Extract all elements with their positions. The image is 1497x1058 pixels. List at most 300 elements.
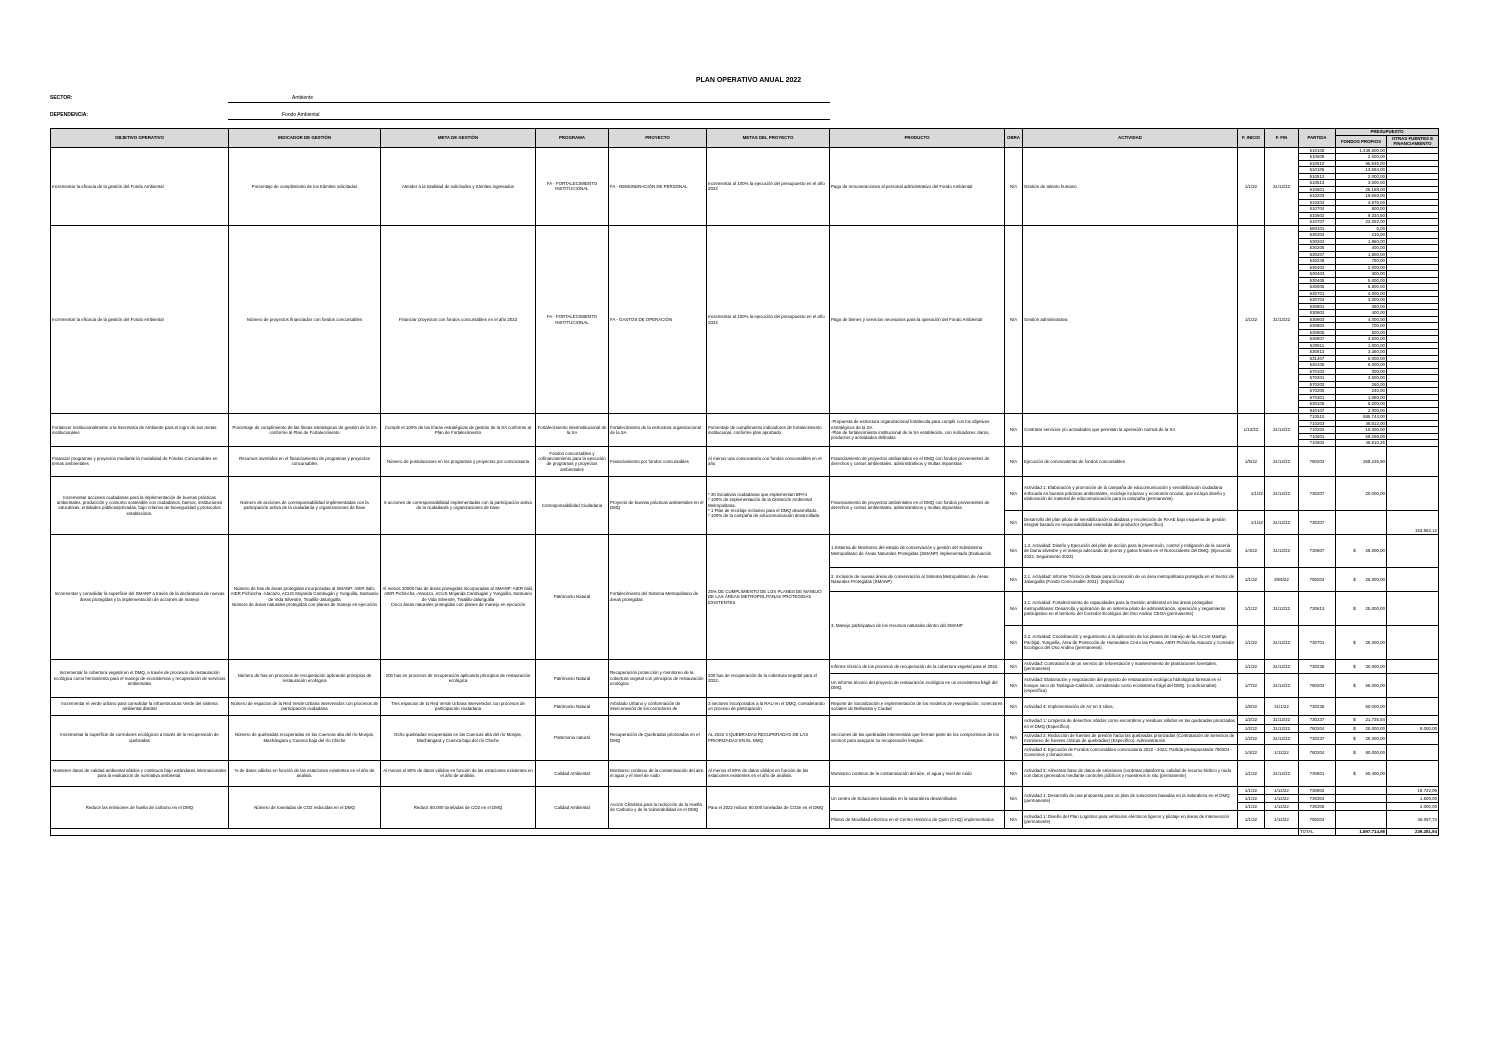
partida-cell: 530105 (1299, 362, 1336, 369)
fondos-propios-cell: 6.200,00 (1336, 401, 1387, 408)
partida-cell: 530606 (1299, 284, 1336, 291)
table-row (51, 446, 1439, 476)
f-inicio-cell: 1/2/22 (1238, 732, 1265, 744)
obra-cell: N/A (1005, 625, 1023, 659)
partida-cell: 730237 (1299, 732, 1336, 744)
f-fin-cell: 31/12/22 (1265, 446, 1299, 476)
partida-cell: 530801 (1299, 303, 1336, 310)
f-fin-cell: 31/12/22 (1265, 760, 1299, 786)
programa-cell: Patrimonio Natural (536, 697, 609, 715)
actividad-cell: 3.2. Actividad: Coordinación y seguimiento a la aplicación de los planes de manejo de las ACUS Mashpi, Pachijal, Yunguilla, Área de Protección de Humedales Cerro las Puntas, AIER Pichincha Atacazo y Corredor Ecológico del Oso Andino (permanente). (1023, 625, 1238, 659)
f-inicio-cell: 1/1/22 (1238, 794, 1265, 802)
fondos-propios-cell: 1.080,00 (1336, 394, 1387, 401)
meta-cell: 6 acciones de corresponsabilidad implementadas con la participación activa de la ciudadanía y organizaciones de base (381, 476, 536, 534)
table-row (51, 225, 1439, 232)
f-inicio-cell: 1/1/22 (1238, 567, 1265, 591)
f-fin-cell: 31/12/22 (1265, 534, 1299, 567)
otras-fuentes-cell: 8.000,00 (1387, 724, 1439, 732)
meta-cell: Tres espacios de la Red Verde Urbana intervenidos con procesos de participación ciudadana (381, 697, 536, 715)
partida-cell: 570201 (1299, 375, 1336, 382)
partida-cell: 730701 (1299, 625, 1336, 659)
meta-cell: 200 has en procesos de recuperación aplicando principios de restauración ecológica (381, 659, 536, 697)
obra-cell: N/A (1005, 534, 1023, 567)
total-row (51, 828, 1439, 835)
obra-cell: N/A (1005, 567, 1023, 591)
partida-cell: 710203 (1299, 420, 1336, 427)
fondos-propios-cell: 9.334,50 (1336, 212, 1387, 219)
partida-cell: 780204 (1299, 744, 1336, 760)
f-inicio-cell: 1/12/22 (1238, 414, 1265, 447)
partida-cell: 531407 (1299, 355, 1336, 362)
partida-cell: 510707 (1299, 219, 1336, 226)
dependencia-underline (228, 119, 830, 120)
partida-cell: 730237 (1299, 715, 1336, 724)
programa-cell: Patrimonio Natural (536, 659, 609, 697)
f-fin-cell: 31/12/22 (1265, 715, 1299, 724)
objetivo-cell: Incrementar la superficie de corredores ecológicos a través de la recuperación de quebradas (51, 715, 229, 760)
f-fin-cell: 31/12/22 (1265, 625, 1299, 659)
fondos-propios-cell: 2.000,00 (1336, 264, 1387, 271)
indicador-cell: Número de has en procesos de recuperación aplicando principios de restauración ecológica (229, 659, 381, 697)
partida-cell: 710204 (1299, 427, 1336, 434)
header-obra: OBRA (1005, 129, 1023, 148)
table-row (51, 697, 1439, 715)
partida-cell: 510601 (1299, 186, 1336, 193)
sector-underline (228, 102, 830, 103)
otras-fuentes-cell: 1.500,00 (1387, 794, 1439, 802)
otras-fuentes-cell (1387, 744, 1439, 760)
header-proyecto: PROYECTO (609, 129, 707, 148)
fondos-propios-cell: 4.675,00 (1336, 199, 1387, 206)
partida-cell: 780204 (1299, 673, 1336, 697)
f-fin-cell: 31/12/22 (1265, 732, 1299, 744)
obra-cell: N/A (1005, 673, 1023, 697)
actividad-cell: Actividad: Contratación de un servicio de reforestación y mantenimiento de plantaciones forestales. (permanente) (1023, 659, 1238, 673)
actividad-cell: Actividad 3: Alimentar base de datos de emisiones (contratar plataforma, calidad de recurso hídrico y ruido con datos generados mediante controles públicos y muestreos in situ (permanente) (1023, 760, 1238, 786)
partida-cell: 510203 (1299, 193, 1336, 200)
proyecto-cell: Fortalecimiento del Sistema Metropolitano de áreas protegidas (609, 534, 707, 659)
f-fin-cell: 30/6/22 (1265, 567, 1299, 591)
f-fin-cell: 31/12/22 (1265, 724, 1299, 732)
actividad-cell: Desarrollo del plan piloto de sensibilización ciudadana y recolección de RAAE bajo esquema de gestión integral basado en responsabilidad extendida del productor (específico) (1023, 510, 1238, 534)
obra-cell: N/A (1005, 476, 1023, 510)
metas-proyecto-cell: Incrementar al 100% la ejecución del presupuesto en el año 2022 (707, 147, 830, 225)
otras-fuentes-cell (1387, 591, 1439, 625)
meta-cell: Financiar proyectos con fondos concursables en el año 2022 (381, 225, 536, 414)
actividad-cell: Contratar servicios y/o actividades que permitan la operación normal de la SA (1023, 414, 1238, 447)
header-f-inicio: F. INICIO (1238, 129, 1265, 148)
table-row (51, 715, 1439, 724)
partida-cell: 730205 (1299, 802, 1336, 810)
fondos-propios-cell: 18.669,00 (1336, 193, 1387, 200)
obra-cell: N/A (1005, 697, 1023, 715)
table-row (51, 786, 1439, 794)
partida-cell: 530205 (1299, 245, 1336, 252)
metas-proyecto-cell: Incrementar al 100% la ejecución del presupuesto en el año 2022 (707, 225, 830, 414)
fondos-propios-cell: 300,00 (1336, 271, 1387, 278)
f-inicio-cell: 1/4/22 (1238, 744, 1265, 760)
fondos-propios-cell: 5.000,00 (1336, 277, 1387, 284)
obra-cell: N/A (1005, 147, 1023, 225)
fondos-propios-cell: 22.252,00 (1336, 219, 1387, 226)
fondos-propios-cell: 585.744,00 (1336, 414, 1387, 421)
otras-fuentes-cell (1387, 446, 1439, 476)
header-f-fin: F. FIN (1265, 129, 1299, 148)
partida-cell: 530701 (1299, 290, 1336, 297)
f-inicio-cell: 1/1/22 (1238, 625, 1265, 659)
actividad-cell: 2.1. Actividad: Informe Técnico de Base para la creación de un área metropolitana protegida en el Sector de Jalunguilla (Fondo Concursable 2021). (Específica) (1023, 567, 1238, 591)
partida-cell: 530704 (1299, 297, 1336, 304)
producto-cell: -Propuesta de estructura organizacional fortalecida para cumplir con los objetivos estratégicos de la SA -Plan de fortalecimiento institucional de la SA establecido, con indicadores claros, productos y actividades definidas (830, 414, 1005, 447)
partida-cell: 580101 (1299, 225, 1336, 232)
indicador-cell: Recursos invertidos en el financiamiento de programas y proyectos concursables (229, 446, 381, 476)
table-row (51, 147, 1439, 154)
partida-cell: 530802 (1299, 310, 1336, 317)
partida-cell: 510106 (1299, 167, 1336, 174)
obra-cell: N/A (1005, 446, 1023, 476)
header-meta: META DE GESTIÓN (381, 129, 536, 148)
fondos-propios-cell: $ 80.000,00 (1336, 744, 1387, 760)
meta-cell: Cumplir el 100% de las líneas estratégicas de gestión de la SA conforme al Plan de Fortalecimiento (381, 414, 536, 447)
actividad-cell: Ejecución de convocatorias de fondos concursables (1023, 446, 1238, 476)
meta-cell: Número de postulaciones en los programas y proyectos por convocatoria (381, 446, 536, 476)
obra-cell: N/A (1005, 591, 1023, 625)
actividad-cell: Actividad 1: Limpieza de desechos sólidos como escombros y residuos sólidos en las quebradas priorizadas en el DMQ (Específico). (1023, 715, 1238, 732)
f-fin-cell: 31/12/22 (1265, 147, 1299, 225)
programa-cell: Calidad Ambiental (536, 786, 609, 828)
f-inicio-cell: 1/1/22 (1238, 760, 1265, 786)
sector-label: SECTOR: (50, 95, 73, 101)
fondos-propios-cell: 3.000,00 (1336, 297, 1387, 304)
indicador-cell: Porcentaje de cumplimiento de las líneas estratégicas de gestión de la SA conforme al Plan de Fortalecimiento (229, 414, 381, 447)
producto-cell: Pago de bienes y servicios necesarios para la operación del Fondo Ambiental (830, 225, 1005, 414)
f-fin-cell: 31/12/22 (1265, 414, 1299, 447)
programa-cell: FA - FORTALECIMIENTO INSTITUCIONAL (536, 225, 609, 414)
producto-cell: Pilotos de Movilidad eléctrica en el Centro Histórico de Quito (CHQ) implementados (830, 810, 1005, 828)
partida-cell: 730802 (1299, 786, 1336, 794)
producto-cell: Financiamiento de proyectos ambientales en el DMQ con fondos provenientes de derechos y costos ambientales, administrativos y multas impuestas (830, 476, 1005, 534)
fondos-propios-cell: 750,00 (1336, 258, 1387, 265)
partida-cell: 530204 (1299, 238, 1336, 245)
otras-fuentes-cell: 19.722,09 (1387, 786, 1439, 794)
partida-cell: 730304 (1299, 794, 1336, 802)
metas-proyecto-cell: * 30 iniciativas ciudadanas que implementan BPA's * 100% de implementación de la Distinción Ambiental Metropolitana. * 1 Plan de reciclaje inclusivo para el DMQ desarrollado. * 100% de la campaña de educomunicación desarrollada (707, 476, 830, 534)
fondos-propios-cell: $ 56.000,00 (1336, 673, 1387, 697)
f-inicio-cell: 1/8/22 (1238, 697, 1265, 715)
f-fin-cell: 31/12/22 (1265, 510, 1299, 534)
metas-proyecto-cell: 3 sectores incorporados a la RAU en el DMQ, considerando un proceso de participación (707, 697, 830, 715)
f-fin-cell: 1/12/22 (1265, 810, 1299, 828)
actividad-cell: Actividad 1: Desarrollo de una propuesta para un plan de soluciones basadas en la naturaleza en el DMQ. (permanente) (1023, 786, 1238, 810)
fondos-propios-cell: 350,00 (1336, 303, 1387, 310)
total-fondos-propios: 1.897.714,98 (1336, 828, 1387, 835)
otras-fuentes-cell (1387, 476, 1439, 510)
fondos-propios-cell (1336, 794, 1387, 802)
partida-cell: 510513 (1299, 180, 1336, 187)
total-spacer (51, 828, 1299, 835)
header-actividad: ACTIVIDAD (1023, 129, 1238, 148)
fondos-propios-cell: 240,00 (1336, 388, 1387, 395)
partida-cell: 710510 (1299, 414, 1336, 421)
document-title: PLAN OPERATIVO ANUAL 2022 (695, 77, 802, 84)
actividad-cell: Actividad: Elaboración y negociación del proyecto de restauración ecológica hidrológica forestal en el bosque seco de Tanlagua-Calderón, considerado como ecosistema frágil del DMQ. (condicionable) (específica) (1023, 673, 1238, 697)
proyecto-cell: Monitoreo continuo de la contaminación del aire, el agua y el nivel de ruido (609, 760, 707, 786)
otras-fuentes-cell (1387, 625, 1439, 659)
fondos-propios-cell: 48.812,00 (1336, 420, 1387, 427)
otras-fuentes-cell (1387, 567, 1439, 591)
obra-cell: N/A (1005, 715, 1023, 760)
proyecto-cell: Recuperación de Quebradas priorizadas en el DMQ (609, 715, 707, 760)
fondos-propios-cell: $ 21.735,54 (1336, 715, 1387, 724)
fondos-propios-cell: 259.225,90 (1336, 446, 1387, 476)
fondos-propios-cell: 400,00 (1336, 310, 1387, 317)
programa-cell: Patrimonio natural (536, 715, 609, 760)
actividad-cell: Actividad 4: Ejecución de Fondos concursables convocatoria 2022 - 2023. Partida presupuestaria 780204 - Convenios y donaciones. (1023, 744, 1238, 760)
producto-cell: Informe técnico de los procesos de recuperación de la cobertura vegetal para el 2022. (830, 659, 1005, 673)
fondos-propios-cell: 3.500,00 (1336, 375, 1387, 382)
table-row (51, 659, 1439, 673)
f-inicio-cell: 1/2/22 (1238, 715, 1265, 724)
header-fondos-propios: FONDOS PROPIOS (1336, 136, 1387, 148)
partida-cell: 730236 (1299, 659, 1336, 673)
f-inicio-cell: 1/2/22 (1238, 724, 1265, 732)
partida-cell: 510509 (1299, 154, 1336, 161)
objetivo-cell: Reducir las emisiones de huella de carbono en el DMQ (51, 786, 229, 828)
meta-cell: Ocho quebradas recuperadas en las Cuencas alta del río Monjas, Machángara y Cuenca baja del río Chiche (381, 715, 536, 760)
fondos-propios-cell (1336, 810, 1387, 828)
partida-cell: 730207 (1299, 510, 1336, 534)
producto-cell: Un centro de Soluciones basadas en la naturaleza desarrollados (830, 786, 1005, 810)
fondos-propios-cell: 5,00 (1336, 225, 1387, 232)
partida-cell: 570301 (1299, 394, 1336, 401)
actividad-cell: Actividad 1: Elaboración y promoción de la campaña de educomunicación y sensibilización ciudadana enfocada en buenas prácticas ambientales, reciclaje inclusivo y economía circular, que incluya diseño y elaboración de material de educomunicación para la campaña (permanente). (1023, 476, 1238, 510)
partida-cell: 510602 (1299, 212, 1336, 219)
metas-proyecto-cell: Para el 2022 reducir 80.000 toneladas de CO2e en el DMQ (707, 786, 830, 828)
fondos-propios-cell: $ 25.000,00 (1336, 534, 1387, 567)
f-inicio-cell: 1/1/22 (1238, 147, 1265, 225)
partida-cell: 780204 (1299, 567, 1336, 591)
partida-cell: 530402 (1299, 264, 1336, 271)
objetivo-cell: Fortalecer institucionalmente a la Secretaría de Ambiente para el logro de sus metas institucionales (51, 414, 229, 447)
programa-cell: Patrimonio Natural (536, 534, 609, 659)
fondos-propios-cell: $ 50.400,00 (1336, 760, 1387, 786)
fondos-propios-cell: 6.000,00 (1336, 355, 1387, 362)
f-fin-cell: 31/12/22 (1265, 476, 1299, 510)
actividad-cell: 1.3. Actividad: Diseño y Ejecución del plan de acción para la prevención, control y mitigación de la cacería de fauna silvestre y el manejo adecuado de perros y gatos ferales en el Noroccidente del DMQ. (Ejecución 2022, Seguimiento 2023) (1023, 534, 1238, 567)
fondos-propios-cell: 216,00 (1336, 232, 1387, 239)
metas-proyecto-cell: AL 2022 4 QUEBRADAS RECUPERADAS DE LAS PRIORIZADAS EN EL DMQ (707, 715, 830, 760)
header-producto: PRODUCTO (830, 129, 1005, 148)
meta-cell: Al menos 20000 has de áreas protegidas incorporadas al SMANP: AIER Ilaló, AIER Pichincha -Atacazo, ACUS Mojanda Cambugán y Yunguilla, Santuario de Vida Silvestre, Tinalillo-Jalunguilla Cinco áreas naturales protegidas con planes de manejo en ejecución (381, 534, 536, 659)
partida-cell: 730601 (1299, 760, 1336, 786)
f-fin-cell: 1/12/22 (1265, 786, 1299, 794)
fondos-propios-cell: 28.168,00 (1336, 186, 1387, 193)
fondos-propios-cell: 260,00 (1336, 381, 1387, 388)
proyecto-cell: FA - GASTOS DE OPERACIÓN (609, 225, 707, 414)
fondos-propios-cell: 6.000,00 (1336, 362, 1387, 369)
objetivo-cell: Incrementar la cobertura vegetal en el DMQ, a través de procesos de restauración ecológica como herramienta para el manejo de ecosistemas y recuperación de servicios ambientales (51, 659, 229, 697)
fondos-propios-cell: 3.360,00 (1336, 349, 1387, 356)
fondos-propios-cell: 3.500,00 (1336, 336, 1387, 343)
partida-cell: 780204 (1299, 810, 1336, 828)
partida-cell: 530207 (1299, 251, 1336, 258)
otras-fuentes-cell (1387, 697, 1439, 715)
fondos-propios-cell (1336, 786, 1387, 794)
partida-cell: 530807 (1299, 336, 1336, 343)
dependencia-value: Fondo Ambiental (282, 112, 320, 118)
partida-cell: 530803 (1299, 316, 1336, 323)
obra-cell: N/A (1005, 414, 1023, 447)
fondos-propios-cell: 500,00 (1336, 329, 1387, 336)
indicador-cell: % de datos válidos en función de las estaciones existentes en el año de análisis. (229, 760, 381, 786)
otras-fuentes-cell (1387, 659, 1439, 673)
partida-cell: 530813 (1299, 349, 1336, 356)
f-inicio-cell: 1/1/22 (1238, 510, 1265, 534)
partida-cell: 530804 (1299, 323, 1336, 330)
producto-cell: Financiamiento de proyectos ambientales en el DMQ con fondos provenientes de derechos y costos ambientales, administrativos y multas impuestas (830, 446, 1005, 476)
f-fin-cell: 31/1/22 (1265, 697, 1299, 715)
programa-cell: Fortalecimiento interinstitucional de la SA (536, 414, 609, 447)
fondos-propios-cell: 86.845,00 (1336, 160, 1387, 167)
partida-cell: 730607 (1299, 534, 1336, 567)
meta-cell: Atender a la totalidad de solicitudes y trámites ingresados (381, 147, 536, 225)
table-body (51, 147, 1439, 835)
f-inicio-cell: 1/1/22 (1238, 659, 1265, 673)
proyecto-cell: Proyecto de buenas prácticas ambientales en el DMQ (609, 476, 707, 534)
f-fin-cell: 1/12/22 (1265, 794, 1299, 802)
producto-cell: 3. Manejo participativo de los recursos naturales dentro del SMANP (830, 591, 1005, 659)
objetivo-cell: Financiar programas y proyectos mediante la modalidad de Fondos Concursables en temas ambientales (51, 446, 229, 476)
programa-cell: Corresponsabilidad Ciudadana (536, 476, 609, 534)
proyecto-cell: FA - REMUNERACIÓN DE PERSONAL (609, 147, 707, 225)
header-otras-fuentes: OTRAS FUENTES E FINANCIAMIENTO (1387, 136, 1439, 148)
indicador-cell: Número de espacios de la Red Verde Urbana intervenidos con procesos de participación ciudadana (229, 697, 381, 715)
dependencia-label: DEPENDENCIA: (50, 112, 89, 118)
metas-proyecto-cell: 200 has de recuperación de la cobertura vegetal para el 2022. (707, 659, 830, 697)
proyecto-cell: Financiamiento por fondos concursables (609, 446, 707, 476)
partida-cell: 730207 (1299, 476, 1336, 510)
objetivo-cell: Incrementar acciones ciudadanas para la implementación de buenas prácticas ambientales, producción y consumo sostenible con ciudadanos, barrios, instituciones educativas, entidades públicas/privadas, bajo criterios de bioseguridad y protocolos establecidos. (51, 476, 229, 534)
partida-cell: 530805 (1299, 329, 1336, 336)
fondos-propios-cell: 1.239.600,00 (1336, 147, 1387, 154)
objetivo-cell: Mantener datos de calidad ambiental válidos y continuos bajo estándares internacionales para la evaluación de normativa ambiental. (51, 760, 229, 786)
header-partida: PARTIDA (1299, 129, 1336, 148)
partida-cell: 840107 (1299, 407, 1336, 414)
header-metas-proyecto: METAS DEL PROYECTO (707, 129, 830, 148)
fondos-propios-cell: 13.584,00 (1336, 167, 1387, 174)
metas-proyecto-cell: Al menos una convocatoria con fondos concursables en el año (707, 446, 830, 476)
objetivo-cell: Incrementar la eficacia de la gestión del Fondo Ambiental (51, 147, 229, 225)
fondos-propios-cell: 700,00 (1336, 323, 1387, 330)
otras-fuentes-cell (1387, 715, 1439, 724)
fondos-propios-cell: 400,00 (1336, 245, 1387, 252)
fondos-propios-cell: 60.000,00 (1336, 697, 1387, 715)
proyecto-cell: Arbolado Urbano y conformación de interconexión de los corredores de (609, 697, 707, 715)
partida-cell: 570203 (1299, 381, 1336, 388)
objetivo-cell: Incrementar el verde urbano para consolidar la infraestructura Verde del sistema ambiental distrital (51, 697, 229, 715)
fondos-propios-cell: 2.000,00 (1336, 407, 1387, 414)
producto-cell: Pago de remuneraciones al personal administrativo del Fondo Ambiental (830, 147, 1005, 225)
total-otras-fuentes: 239.281,94 (1387, 828, 1439, 835)
fondos-propios-cell: 2.000,00 (1336, 173, 1387, 180)
partida-cell: 570206 (1299, 388, 1336, 395)
programa-cell: FA - FORTALECIMIENTO INSTITUCIONAL (536, 147, 609, 225)
partida-cell: 510105 (1299, 147, 1336, 154)
meta-cell: Reducir 80.000 toneladas de CO2 en el DMQ (381, 786, 536, 828)
partida-cell: 710602 (1299, 440, 1336, 447)
partida-cell: 510704 (1299, 206, 1336, 213)
partida-cell: 510512 (1299, 173, 1336, 180)
f-fin-cell: 31/12/22 (1265, 659, 1299, 673)
obra-cell: N/A (1005, 225, 1023, 414)
indicador-cell: Número de proyectos financiados con fondos concursables (229, 225, 381, 414)
partida-cell: 530403 (1299, 271, 1336, 278)
partida-cell: 510510 (1299, 160, 1336, 167)
otras-fuentes-cell (1387, 760, 1439, 786)
table-row (51, 534, 1439, 567)
f-fin-cell: 31/12/22 (1265, 673, 1299, 697)
proyecto-cell: Recuperación protección y monitoreo de la cobertura vegetal con principios de restauración ecológica (609, 659, 707, 697)
header-objetivo: OBJETIVO OPERATIVO (51, 129, 229, 148)
partida-cell: 530811 (1299, 342, 1336, 349)
partida-cell: 510204 (1299, 199, 1336, 206)
actividad-cell: Gestión de talento humano (1023, 147, 1238, 225)
indicador-cell: Número de acciones de corresponsabilidad implementadas con la participación activa de la ciudadanía y organizaciones de base (229, 476, 381, 534)
fondos-propios-cell: $ 30.000,00 (1336, 659, 1387, 673)
fondos-propios-cell: $ 25.000,00 (1336, 732, 1387, 744)
partida-cell: 730613 (1299, 591, 1336, 625)
metas-proyecto-cell: 25% DE CUMPLIMIENTO DE LOS PLANES DE MANEJO DE LAS ÁREAS METROPOLITANAS PROTEGIDAS EXISTENTES. (707, 534, 830, 659)
producto-cell: 2. Inclusión de nuevas áreas de conservación al Sistema Metropolitano de Áreas Naturales Protegidas (SMANP) (830, 567, 1005, 591)
partida-cell: 530105 (1299, 401, 1336, 408)
objetivo-cell: Incrementar la eficacia de la gestión del Fondo Ambiental (51, 225, 229, 414)
indicador-cell: Número de has de áreas protegidas incorporadas al SMANP: AIER Ilaló, AIER Pichincha -Atacazo, ACUS Mojanda Cambugán y Yunguilla, Santuario de Vida Silvestre, Tinalillo-Jalunguilla Número de áreas naturales protegidas con planes de manejo en ejecución (229, 534, 381, 659)
actividad-cell: Actividad 4: Implementación de AV en 3 sitios, (1023, 697, 1238, 715)
programa-cell: Calidad Ambiental (536, 760, 609, 786)
actividad-cell: 3.1. Actividad: Fortalecimiento de capacidades para la Gestión ambiental en las áreas protegidas metropolitanas: Desarrollo y aplicación de un sistema piloto de administración, operación y seguimiento participativo en el territorio del Corredor Ecológico del Oso Andino CEOA (permanente) (1023, 591, 1238, 625)
producto-cell: Un informe técnico del proyecto de restauración ecológica en un ecosistema frágil del DMQ. (830, 673, 1005, 697)
actividad-cell: Gestión administrativa (1023, 225, 1238, 414)
total-label: TOTAL (1299, 828, 1336, 835)
table-row (51, 414, 1439, 421)
f-inicio-cell: 1/4/22 (1238, 534, 1265, 567)
fondos-propios-cell (1336, 510, 1387, 534)
proyecto-cell: Fortalecimiento de la estructura organizacional de la SA (609, 414, 707, 447)
fondos-propios-cell: 20.000,00 (1336, 476, 1387, 510)
f-fin-cell: 31/12/22 (1265, 225, 1299, 414)
meta-cell: Al menos el 80% de datos válidos en función de las estaciones existentes en el año de análisis. (381, 760, 536, 786)
obra-cell: N/A (1005, 810, 1023, 828)
fondos-propios-cell (1336, 802, 1387, 810)
indicador-cell: Número de toneladas de CO2 reducidas en el DMQ (229, 786, 381, 828)
objetivo-cell: Incrementar y consolidar la superficie del SMANP a través de la declaratoria de nuevas áreas protegidas y la implementación de acciones de manejo (51, 534, 229, 659)
f-inicio-cell: 1/1/22 (1238, 591, 1265, 625)
partida-cell: 710601 (1299, 433, 1336, 440)
fondos-propios-cell: 6.800,00 (1336, 284, 1387, 291)
partida-cell: 780204 (1299, 446, 1336, 476)
fondos-propios-cell: $ 25.000,00 (1336, 567, 1387, 591)
obra-cell: N/A (1005, 659, 1023, 673)
partida-cell: 570102 (1299, 368, 1336, 375)
proyecto-cell: Acción Climática para la reducción de la Huella de Carbono y de la Vulnerabilidad en el DMQ (609, 786, 707, 828)
fondos-propios-cell: $ 25.000,00 (1336, 625, 1387, 659)
metas-proyecto-cell: Porcentaje de cumplimiento indicadores de fortalecimiento institucional, conforme plan aprobado. (707, 414, 830, 447)
f-fin-cell: 31/12/22 (1265, 591, 1299, 625)
otras-fuentes-cell (1387, 732, 1439, 744)
f-inicio-cell: 1/5/22 (1238, 446, 1265, 476)
otras-fuentes-cell (1387, 534, 1439, 567)
fondos-propios-cell: 1.000,00 (1336, 342, 1387, 349)
